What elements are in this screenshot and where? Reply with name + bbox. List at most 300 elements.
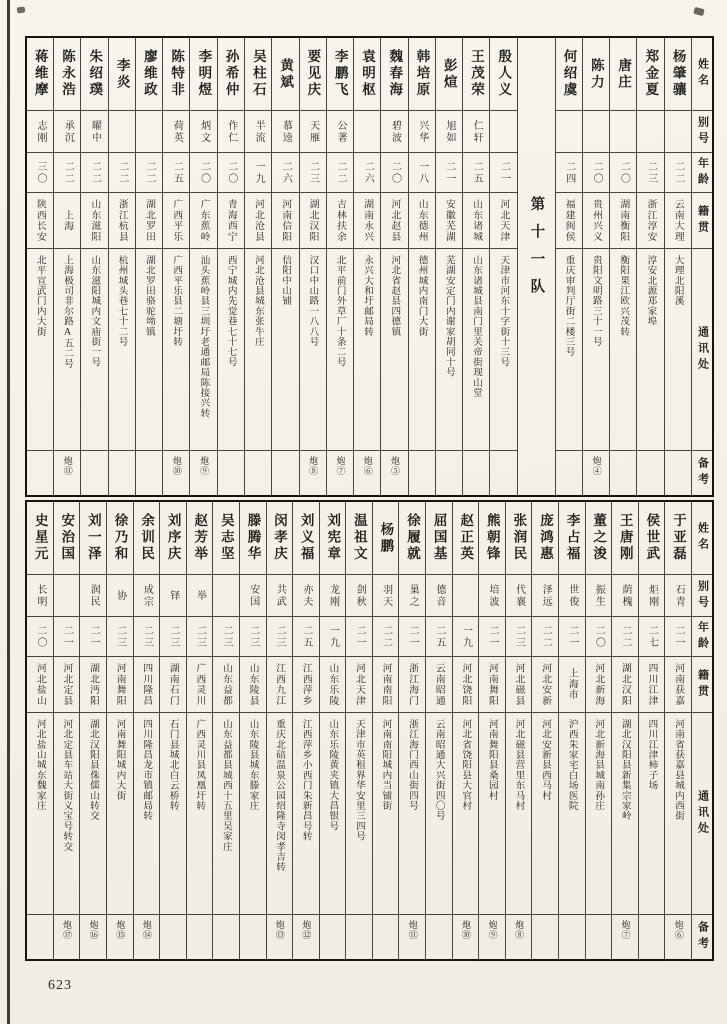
native-text: 河南南阳: [380, 662, 392, 707]
row-header-label: 别号: [696, 115, 709, 148]
person-column: [478, 502, 505, 959]
native-text: 广西灵川: [194, 662, 206, 707]
name-text: 唐庄: [616, 57, 632, 91]
alias-cell: [490, 111, 516, 153]
native-text: 陕西长安: [34, 198, 46, 243]
native-cell: [346, 657, 372, 713]
person-column: [108, 38, 135, 495]
name-cell: [136, 38, 162, 111]
native-cell: [327, 193, 353, 249]
name-cell: [107, 502, 133, 575]
addr-text: 沪西朱家宅白场医院: [566, 719, 578, 811]
addr-text: 湖北汉阳县侏儒山转交: [87, 719, 99, 821]
age-text: 二一: [444, 160, 455, 185]
addr-cell: [409, 249, 435, 451]
alias-cell: [134, 575, 160, 617]
person-column: [505, 502, 532, 959]
addr-text: 衡阳果江欧兴茂转: [618, 255, 630, 337]
remark-cell: [163, 451, 189, 495]
age-cell: [556, 153, 582, 193]
name-cell: [80, 502, 106, 575]
remark-text: 炮⑰: [62, 920, 73, 940]
row-header-label: 年龄: [696, 620, 709, 653]
name-text: 吴志坚: [218, 513, 234, 563]
addr-cell: [245, 249, 271, 451]
addr-cell: [163, 249, 189, 451]
name-cell: [436, 38, 462, 111]
addr-cell: [240, 713, 266, 915]
addr-cell: [54, 713, 80, 915]
addr-cell: [213, 713, 239, 915]
addr-text: 淳安北源郑家埠: [645, 255, 657, 327]
addr-text: 广西平乐县二塘圩转: [171, 255, 183, 347]
native-text: 河北磁县: [513, 662, 525, 707]
person-column: [244, 38, 271, 495]
remark-cell: [532, 915, 558, 959]
person-column: [380, 38, 407, 495]
alias-cell: [559, 575, 585, 617]
age-cell: [463, 153, 489, 193]
name-text: 郑金夏: [643, 49, 659, 99]
age-text: 二五: [433, 624, 445, 649]
addr-text: 西宁城内先觉巷七十七号: [225, 255, 237, 368]
native-cell: [27, 657, 53, 713]
remark-cell: [160, 915, 186, 959]
native-cell: [109, 193, 135, 249]
remark-text: 炮⑥: [673, 920, 684, 940]
name-cell: [109, 38, 135, 111]
alias-text: 润民: [88, 583, 100, 608]
age-text: 二一: [88, 624, 100, 649]
name-cell: [160, 502, 186, 575]
person-column: [271, 38, 298, 495]
alias-text: 共武: [274, 583, 286, 608]
name-cell: [586, 502, 612, 575]
addr-cell: [586, 713, 612, 915]
addr-text: 上海极司非尔路A五二号: [62, 255, 74, 369]
native-text: 河北天津: [498, 198, 510, 243]
age-text: 二四: [563, 160, 575, 185]
alias-text: 旭如: [444, 119, 455, 144]
remark-cell: [453, 915, 479, 959]
scan-artifact-top-left: [17, 6, 26, 13]
alias-cell: [27, 575, 53, 617]
alias-text: 兴华: [416, 119, 428, 144]
name-cell: [300, 38, 326, 111]
person-column: [162, 38, 189, 495]
age-text: 二〇: [34, 624, 46, 649]
name-text: 殷人义: [496, 49, 512, 99]
row-header-name: [692, 38, 712, 111]
alias-cell: [346, 575, 372, 617]
name-text: 余训民: [139, 513, 155, 563]
name-cell: [556, 38, 582, 111]
age-text: 二五: [300, 624, 312, 649]
native-cell: [436, 193, 462, 249]
age-text: 二三: [141, 624, 153, 649]
name-cell: [583, 38, 609, 111]
native-text: 河北盐山: [34, 662, 46, 707]
person-column: [106, 502, 133, 959]
native-cell: [54, 193, 80, 249]
alias-cell: [80, 575, 106, 617]
remark-text: 炮⑧: [514, 920, 525, 940]
name-cell: [559, 502, 585, 575]
age-text: 二五: [471, 160, 483, 185]
age-cell: [373, 617, 399, 657]
addr-cell: [80, 713, 106, 915]
age-cell: [320, 617, 346, 657]
alias-text: 炳文: [198, 119, 210, 144]
remark-cell: [27, 451, 53, 495]
age-cell: [267, 617, 293, 657]
alias-text: 剑秋: [354, 583, 366, 608]
native-text: 河南舞阳: [114, 662, 126, 707]
row-header-column: [691, 502, 712, 959]
age-text: 二〇: [618, 160, 630, 185]
name-cell: [381, 38, 407, 111]
name-cell: [293, 502, 319, 575]
alias-text: 代襄: [513, 583, 525, 608]
native-cell: [506, 657, 532, 713]
age-cell: [187, 617, 213, 657]
alias-cell: [300, 111, 326, 153]
age-cell: [381, 153, 407, 193]
native-text: 四川江津: [646, 662, 658, 707]
name-text: 董之浚: [591, 513, 607, 563]
row-header-label: 别号: [696, 579, 709, 612]
person-column: [636, 38, 663, 495]
person-column: [555, 38, 582, 495]
person-column: [462, 38, 489, 495]
addr-cell: [506, 713, 532, 915]
alias-cell: [556, 111, 582, 153]
age-text: 二〇: [225, 160, 237, 185]
age-cell: [532, 617, 558, 657]
row-header-label: 年龄: [696, 156, 709, 189]
name-cell: [272, 38, 298, 111]
native-text: 河北沧县: [253, 198, 265, 243]
age-text: 二三: [645, 160, 657, 185]
native-text: 湖北沔阳: [88, 662, 100, 707]
remark-cell: [490, 451, 516, 495]
native-cell: [80, 657, 106, 713]
addr-text: 天津市河东十字街十三号: [498, 255, 510, 368]
remark-cell: [354, 451, 380, 495]
native-cell: [556, 193, 582, 249]
alias-cell: [426, 575, 452, 617]
alias-text: 成宗: [141, 583, 153, 608]
age-text: 二〇: [198, 160, 210, 185]
name-text: 李炎: [114, 57, 130, 91]
remark-cell: [436, 451, 462, 495]
age-text: 二三: [194, 624, 206, 649]
name-text: 于亚磊: [670, 513, 686, 563]
remark-cell: [293, 915, 319, 959]
page-number: 623: [48, 978, 72, 993]
age-text: 二三: [221, 624, 233, 649]
age-text: 二二: [620, 624, 632, 649]
addr-text: 河南舞阳县桑园村: [486, 719, 498, 801]
alias-cell: [109, 111, 135, 153]
age-cell: [300, 153, 326, 193]
addr-text: 湖北汉阳县新集宗家岭: [619, 719, 631, 821]
person-column: [558, 502, 585, 959]
person-column: [435, 38, 462, 495]
native-text: 山东滋阳: [89, 198, 101, 243]
native-text: 浙江海门: [407, 662, 419, 707]
native-cell: [240, 657, 266, 713]
alias-cell: [245, 111, 271, 153]
age-text: 一八: [416, 160, 428, 185]
addr-cell: [373, 713, 399, 915]
addr-cell: [27, 713, 53, 915]
alias-text: 龙刚: [327, 583, 339, 608]
addr-cell: [610, 249, 636, 451]
age-cell: [506, 617, 532, 657]
native-text: 河北赵县: [389, 198, 401, 243]
age-cell: [293, 617, 319, 657]
remark-cell: [300, 451, 326, 495]
remark-cell: [136, 451, 162, 495]
name-text: 陈特非: [169, 49, 185, 99]
addr-text: 河北省饶阳县大官村: [460, 719, 472, 811]
age-cell: [134, 617, 160, 657]
age-cell: [80, 617, 106, 657]
name-text: 廖维政: [141, 49, 157, 99]
person-column: [80, 38, 107, 495]
remark-cell: [327, 451, 353, 495]
native-cell: [665, 193, 691, 249]
person-column: [135, 38, 162, 495]
alias-cell: [293, 575, 319, 617]
alias-cell: [399, 575, 425, 617]
remark-text: 炮⑦: [620, 920, 631, 940]
alias-cell: [436, 111, 462, 153]
native-cell: [586, 657, 612, 713]
age-cell: [54, 617, 80, 657]
addr-text: 山东诸城县南门里关帝街现山堂: [471, 255, 483, 398]
addr-text: 北平前门外草厂十条二号: [334, 255, 346, 368]
addr-text: 山东陵县城东滕家庄: [247, 719, 259, 811]
remark-text: 炮⑩: [460, 920, 471, 940]
name-cell: [665, 38, 691, 111]
age-cell: [665, 617, 691, 657]
addr-cell: [320, 713, 346, 915]
native-cell: [610, 193, 636, 249]
age-text: 二一: [487, 624, 499, 649]
addr-text: 贵阳文明路三十一号: [590, 255, 602, 347]
native-text: 河北饶阳: [460, 662, 472, 707]
age-cell: [213, 617, 239, 657]
row-header-remark: [692, 915, 712, 959]
addr-text: 汉口中山路一八八号: [307, 255, 319, 347]
age-cell: [665, 153, 691, 193]
name-cell: [354, 38, 380, 111]
addr-text: 大理北阳溪: [672, 255, 684, 306]
remark-cell: [134, 915, 160, 959]
native-cell: [320, 657, 346, 713]
name-cell: [54, 38, 80, 111]
remark-cell: [267, 915, 293, 959]
alias-cell: [532, 575, 558, 617]
alias-text: 慕逵: [280, 119, 292, 144]
alias-cell: [409, 111, 435, 153]
age-cell: [426, 617, 452, 657]
native-cell: [463, 193, 489, 249]
native-text: 湖南石门: [167, 662, 179, 707]
name-text: 赵芳举: [192, 513, 208, 563]
remark-cell: [373, 915, 399, 959]
person-column: [27, 38, 53, 495]
native-cell: [272, 193, 298, 249]
remark-text: 炮⑭: [141, 920, 152, 940]
native-cell: [136, 193, 162, 249]
person-column: [217, 38, 244, 495]
alias-cell: [506, 575, 532, 617]
age-text: 二二: [89, 160, 101, 185]
addr-text: 河南省获嘉县城内西街: [673, 719, 684, 821]
alias-cell: [665, 111, 691, 153]
name-text: 刘宪章: [325, 513, 341, 563]
addr-cell: [665, 713, 691, 915]
remark-cell: [346, 915, 372, 959]
alias-cell: [320, 575, 346, 617]
age-text: 二三: [247, 624, 259, 649]
person-column: [611, 502, 638, 959]
age-cell: [327, 153, 353, 193]
age-text: 二三: [307, 160, 319, 185]
native-text: 河南舞阳: [486, 662, 498, 707]
team-divider-label: 第十一队: [528, 196, 545, 306]
addr-text: 江西萍乡小西门朱新昌号转: [300, 719, 312, 842]
remark-cell: [320, 915, 346, 959]
alias-text: 石青: [673, 583, 685, 608]
native-cell: [532, 657, 558, 713]
name-text: 滕腾华: [245, 513, 261, 563]
row-header-label: 通讯处: [696, 789, 709, 838]
addr-cell: [190, 249, 216, 451]
row-header-native: [692, 193, 712, 249]
age-cell: [136, 153, 162, 193]
addr-cell: [27, 249, 53, 451]
alias-cell: [373, 575, 399, 617]
remark-cell: [54, 915, 80, 959]
age-cell: [559, 617, 585, 657]
native-cell: [134, 657, 160, 713]
remark-cell: [426, 915, 452, 959]
addr-cell: [665, 249, 691, 451]
addr-text: 广西灵川县凤凰圩转: [194, 719, 206, 811]
addr-cell: [136, 249, 162, 451]
person-column: [398, 502, 425, 959]
native-cell: [381, 193, 407, 249]
native-text: 上海市: [566, 668, 578, 701]
age-text: 二二: [144, 160, 156, 185]
name-cell: [532, 502, 558, 575]
name-text: 徐乃和: [112, 513, 128, 563]
row-header-column: [691, 38, 712, 495]
addr-cell: [453, 713, 479, 915]
addr-text: 河南南阳城内当铺街: [380, 719, 392, 811]
addr-text: 北平宣武门内大街: [34, 255, 46, 337]
remark-cell: [240, 915, 266, 959]
row-header-label: 备考: [696, 457, 709, 489]
name-text: 刘一泽: [85, 513, 101, 563]
age-text: 二二: [334, 160, 346, 185]
age-cell: [160, 617, 186, 657]
person-column: [585, 502, 612, 959]
remark-text: 炮⑤: [389, 456, 400, 476]
name-text: 韩培原: [414, 49, 430, 99]
addr-text: 浙江海门西山街四号: [407, 719, 419, 811]
name-cell: [134, 502, 160, 575]
native-text: 青海西宁: [225, 198, 237, 243]
addr-text: 汕头蕉岭县三圳圩老通邮局陈接兴转: [198, 255, 210, 419]
alias-cell: [27, 111, 53, 153]
person-column: [353, 38, 380, 495]
remark-cell: [556, 451, 582, 495]
addr-text: 信阳中山铺: [280, 255, 292, 306]
native-cell: [399, 657, 425, 713]
alias-cell: [163, 111, 189, 153]
alias-cell: [453, 575, 479, 617]
alias-text: 举: [194, 589, 206, 602]
remark-cell: [637, 451, 663, 495]
name-cell: [453, 502, 479, 575]
native-cell: [373, 657, 399, 713]
addr-cell: [300, 249, 326, 451]
alias-text: 培波: [487, 583, 499, 608]
addr-cell: [346, 713, 372, 915]
team-divider-cell: [518, 38, 555, 495]
name-cell: [479, 502, 505, 575]
native-cell: [187, 657, 213, 713]
addr-text: 河南舞阳城内大街: [114, 719, 126, 801]
native-text: 湖北汉阳: [307, 198, 319, 243]
native-text: 吉林扶余: [334, 198, 346, 243]
age-text: 二〇: [593, 624, 605, 649]
person-column: [53, 38, 80, 495]
name-cell: [610, 38, 636, 111]
native-text: 云南大理: [672, 198, 684, 243]
person-column: [638, 502, 665, 959]
age-text: 二六: [362, 160, 374, 185]
native-cell: [300, 193, 326, 249]
remark-cell: [245, 451, 271, 495]
alias-cell: [463, 111, 489, 153]
alias-cell: [665, 575, 691, 617]
native-text: 河北安新: [540, 662, 552, 707]
native-cell: [612, 657, 638, 713]
name-text: 刘义福: [298, 513, 314, 563]
alias-text: 仁轩: [471, 119, 483, 144]
remark-cell: [109, 451, 135, 495]
name-text: 赵正英: [458, 513, 474, 563]
addr-text: 湖北罗田骆驼坳镇: [143, 255, 155, 337]
name-text: 屈国基: [431, 513, 447, 563]
native-text: 安徽芜湖: [443, 198, 455, 243]
scan-gutter-line: [7, 0, 10, 1024]
alias-text: 泽远: [540, 583, 552, 608]
addr-cell: [490, 249, 516, 451]
addr-cell: [160, 713, 186, 915]
native-text: 湖南永兴: [362, 198, 374, 243]
native-text: 湖北汉阳: [619, 662, 631, 707]
age-cell: [245, 153, 271, 193]
name-text: 王唐刚: [617, 513, 633, 563]
alias-cell: [267, 575, 293, 617]
